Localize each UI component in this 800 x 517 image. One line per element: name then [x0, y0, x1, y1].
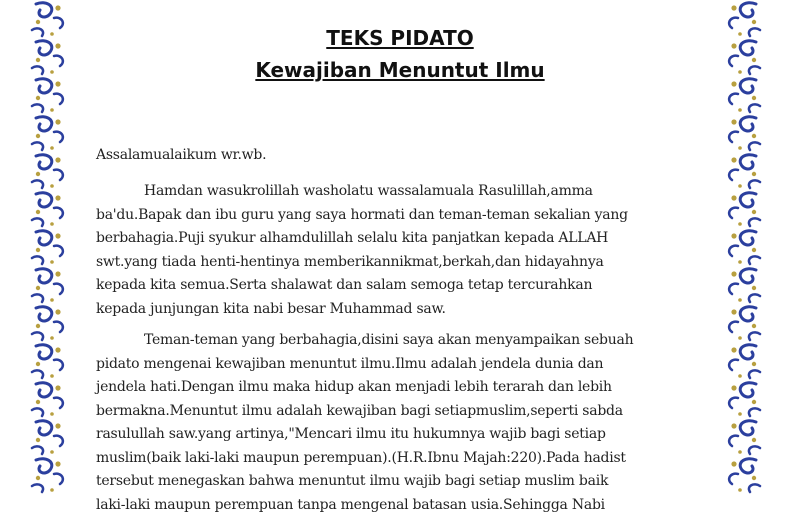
- paragraph-line: Hamdan wasukrolillah washolatu wassalamuala Rasulillah,amma: [96, 180, 726, 204]
- paragraph-opening: [96, 180, 726, 321]
- paragraph-line: kepada kita semua.Serta shalawat dan salam semoga tetap tercurahkan: [96, 274, 726, 298]
- paragraph-line: Teman-teman yang berbahagia,disini saya akan menyampaikan sebuah: [96, 329, 726, 353]
- paragraph-line: ba'du.Bapak dan ibu guru yang saya hormati dan teman-teman sekalian yang: [96, 204, 726, 228]
- paragraph-line: muslim(baik laki-laki maupun perempuan).(H.R.Ibnu Majah:220).Pada hadist: [96, 447, 726, 471]
- document-title: TEKS PIDATO: [0, 26, 800, 50]
- paragraph-line: berbahagia.Puji syukur alhamdulillah selalu kita panjatkan kepada ALLAH: [96, 227, 726, 251]
- paragraph-main: [96, 329, 726, 517]
- paragraph-line: pidato mengenai kewajiban menuntut ilmu.Ilmu adalah jendela dunia dan: [96, 353, 726, 377]
- paragraph-line: kepada junjungan kita nabi besar Muhammad saw.: [96, 298, 726, 322]
- paragraph-line: jendela hati.Dengan ilmu maka hidup akan menjadi lebih terarah dan lebih: [96, 376, 726, 400]
- paragraph-line: swt.yang tiada henti-hentinya memberikannikmat,berkah,dan hidayahnya: [96, 251, 726, 275]
- greeting: Assalamualaikum wr.wb.: [96, 144, 726, 166]
- paragraph-line: tersebut menegaskan bahwa menuntut ilmu wajib bagi setiap muslim baik: [96, 470, 726, 494]
- paragraph-line: bermakna.Menuntut ilmu adalah kewajiban bagi setiapmuslim,seperti sabda: [96, 400, 726, 424]
- paragraph-line: rasulullah saw.yang artinya,"Mencari ilmu itu hukumnya wajib bagi setiap: [96, 423, 726, 447]
- document-subtitle: Kewajiban Menuntut Ilmu: [0, 58, 800, 82]
- paragraph-line: laki-laki maupun perempuan tanpa mengenal batasan usia.Sehingga Nabi: [96, 494, 726, 517]
